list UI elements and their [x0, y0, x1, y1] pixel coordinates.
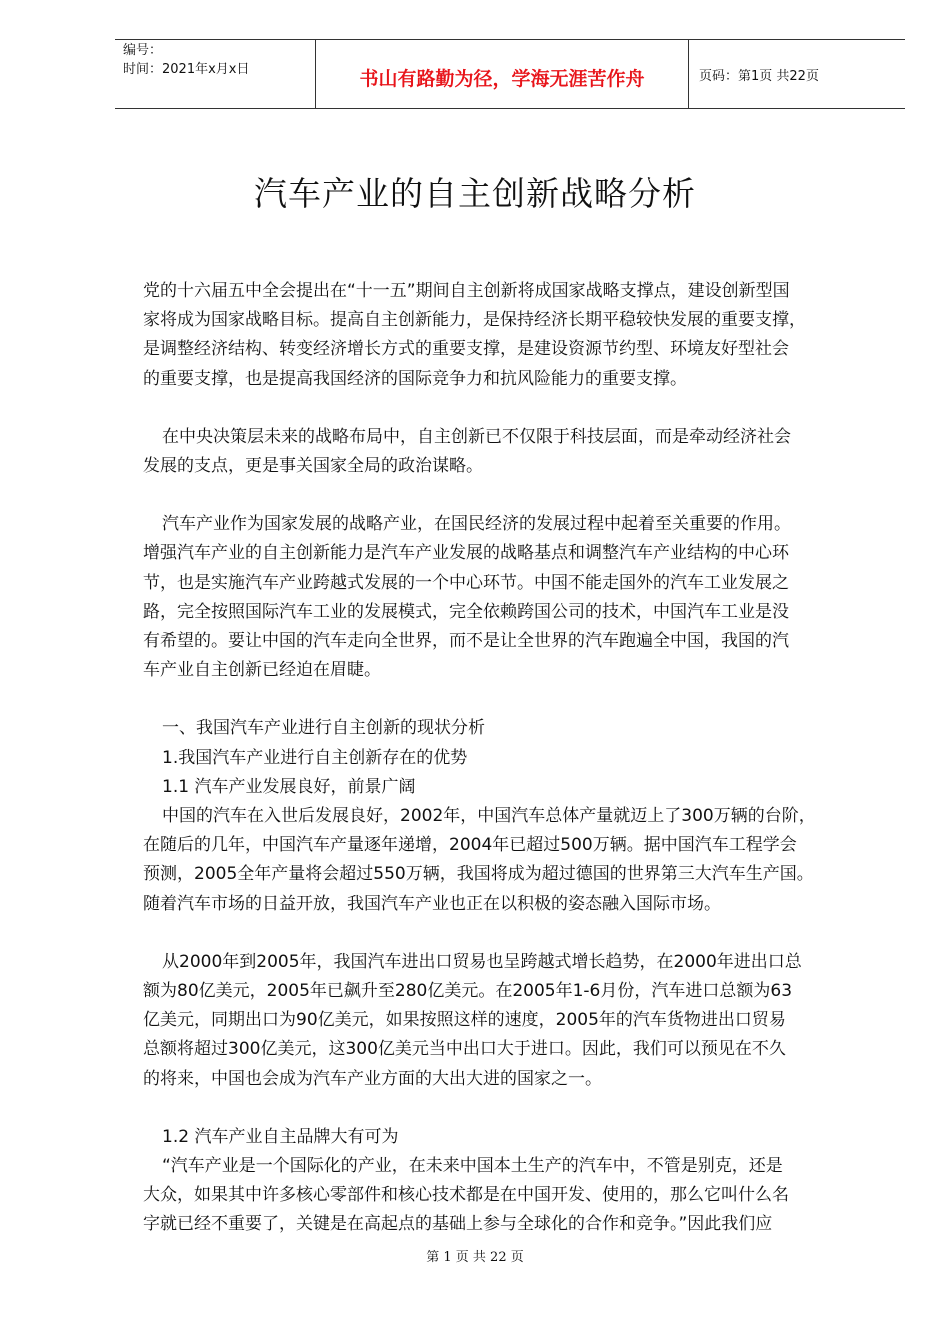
text-line: 汽车产业作为国家发展的战略产业，在国民经济的发展过程中起着至关重要的作用。 [162, 514, 791, 535]
text-line: 字就已经不重要了，关键是在高起点的基础上参与全球化的合作和竞争。”因此我们应 [143, 1214, 773, 1235]
document-body [143, 277, 893, 1240]
text-line: 在中央决策层未来的战略布局中，自主创新已不仅限于科技层面，而是牵动经济社会 [162, 426, 791, 447]
text-line: 总额将超过300亿美元，这300亿美元当中出口大于进口。因此，我们可以预见在不久 [143, 1039, 786, 1060]
text-line: 额为80亿美元，2005年已飙升至280亿美元。在2005年1-6月份，汽车进口总额为63 [143, 981, 793, 1002]
paragraph-1 [143, 277, 893, 394]
time-label: 时间：2021年x月x日 [123, 62, 250, 77]
subsection-heading: 1.2 汽车产业自主品牌大有可为 [162, 1126, 399, 1147]
text-line: 预测，2005全年产量将会超过550万辆，我国将成为超过德国的世界第三大汽车生产国。 [143, 864, 814, 885]
text-line: 大众，如果其中许多核心零部件和核心技术都是在中国开发、使用的，那么它叫什么名 [143, 1185, 789, 1206]
header-page-cell [689, 40, 905, 108]
motto-text: 书山有路勤为径，学海无涯苦作舟 [359, 68, 645, 90]
page-info: 页码：第1页 共22页 [699, 69, 819, 84]
text-line: 路，完全按照国际汽车工业的发展模式，完全依赖跨国公司的技术，中国汽车工业是没 [143, 601, 789, 622]
number-label: 编号： [123, 43, 163, 58]
text-line: 党的十六届五中全会提出在“十一五”期间自主创新将成国家战略支撑点，建设创新型国 [143, 281, 790, 301]
subsection-heading: 1.1 汽车产业发展良好，前景广阔 [162, 776, 416, 797]
text-line: 的重要支撑，也是提高我国经济的国际竞争力和抗风险能力的重要支撑。 [143, 368, 687, 389]
text-line: 在随后的几年，中国汽车产量逐年递增，2004年已超过500万辆。据中国汽车工程学会 [143, 835, 797, 856]
text-line: 亿美元，同期出口为90亿美元，如果按照这样的速度，2005年的汽车货物进出口贸易 [143, 1010, 786, 1031]
text-line: 是调整经济结构、转变经济增长方式的重要支撑，是建设资源节约型、环境友好型社会 [143, 339, 789, 360]
text-line: 有希望的。要让中国的汽车走向全世界，而不是让全世界的汽车跑遍全中国，我国的汽 [143, 631, 789, 652]
text-line: 车产业自主创新已经迫在眉睫。 [143, 660, 381, 681]
header-meta-cell [115, 40, 316, 108]
page-header [115, 39, 905, 109]
text-line: “汽车产业是一个国际化的产业，在未来中国本土生产的汽车中，不管是别克，还是 [162, 1156, 783, 1177]
paragraph-5 [143, 948, 893, 1094]
text-line: 中国的汽车在入世后发展良好，2002年，中国汽车总体产量就迈上了300万辆的台阶， [162, 806, 816, 827]
paragraph-4 [143, 714, 893, 918]
paragraph-2 [143, 423, 893, 481]
paragraph-3 [143, 510, 893, 685]
paragraph-6 [143, 1123, 893, 1240]
subsection-heading: 1.我国汽车产业进行自主创新存在的优势 [162, 747, 468, 768]
header-motto-cell [316, 40, 689, 108]
document-title: 汽车产业的自主创新战略分析 [254, 174, 696, 213]
text-line: 家将成为国家战略目标。提高自主创新能力，是保持经济长期平稳较快发展的重要支撑， [143, 310, 806, 331]
text-line: 节，也是实施汽车产业跨越式发展的一个中心环节。中国不能走国外的汽车工业发展之 [143, 572, 789, 593]
text-line: 从2000年到2005年，我国汽车进出口贸易也呈跨越式增长趋势，在2000年进出口总 [162, 951, 802, 972]
text-line: 发展的支点，更是事关国家全局的政治谋略。 [143, 456, 483, 477]
page-footer: 第 1 页 共 22 页 [426, 1250, 524, 1265]
text-line: 的将来，中国也会成为汽车产业方面的大出大进的国家之一。 [143, 1068, 602, 1089]
text-line: 随着汽车市场的日益开放，我国汽车产业也正在以积极的姿态融入国际市场。 [143, 893, 721, 914]
text-line: 增强汽车产业的自主创新能力是汽车产业发展的战略基点和调整汽车产业结构的中心环 [143, 543, 789, 564]
section-heading: 一、我国汽车产业进行自主创新的现状分析 [162, 718, 485, 739]
